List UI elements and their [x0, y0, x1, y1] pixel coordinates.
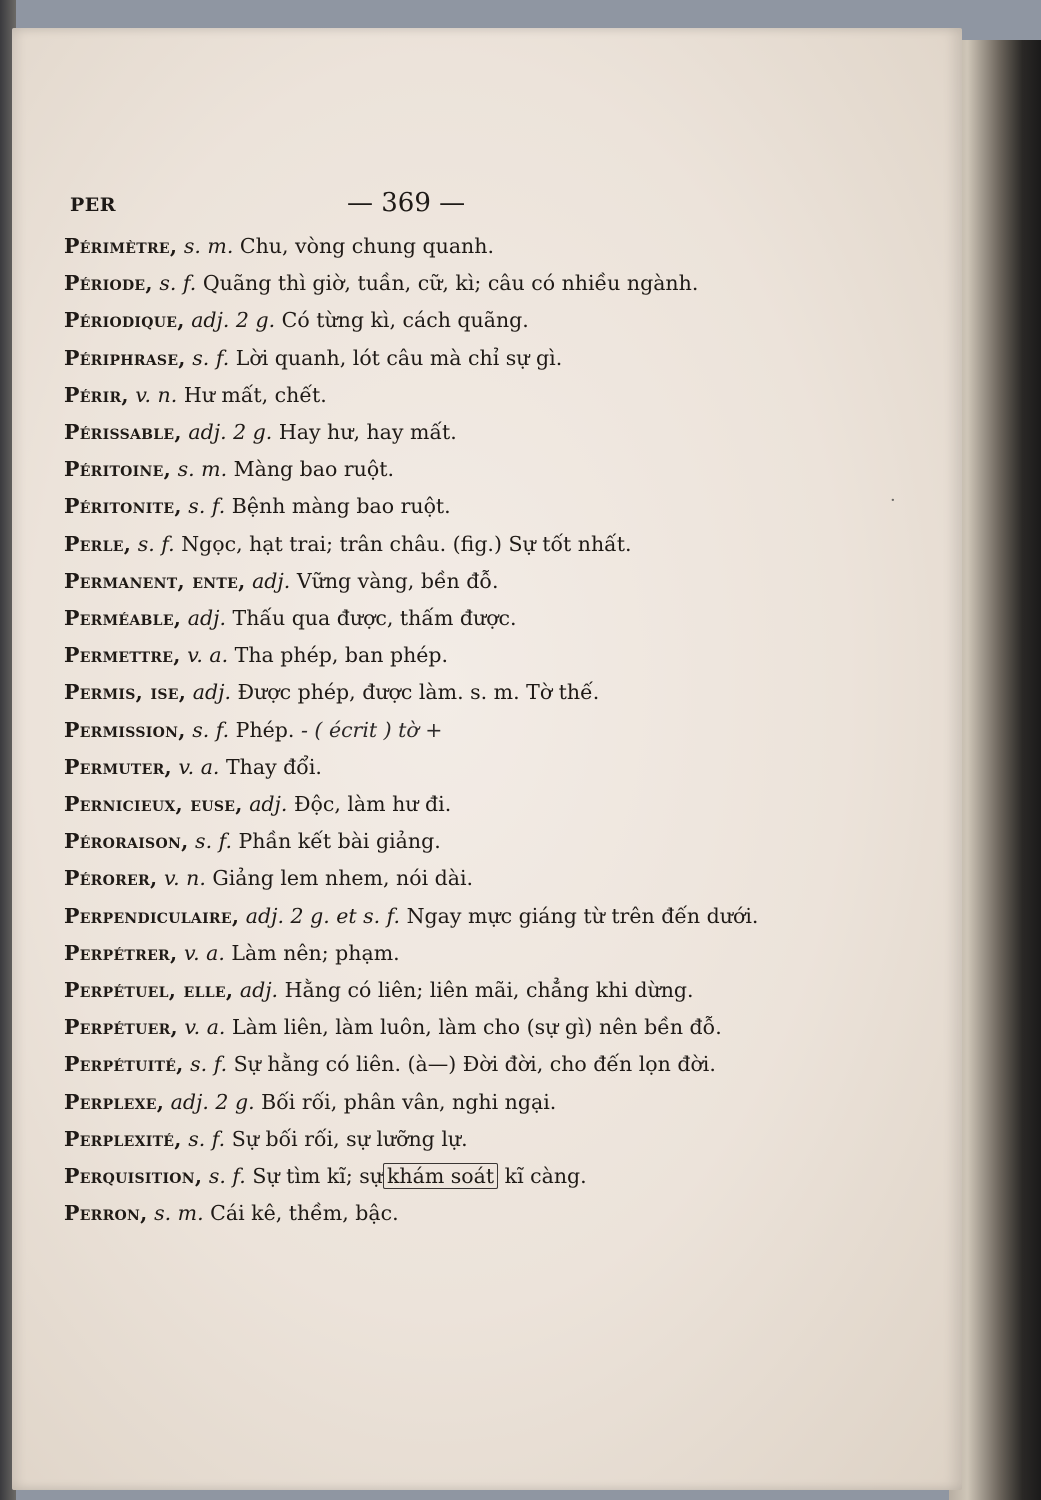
- grammar-label: adj. 2 g.: [188, 420, 273, 445]
- grammar-label: v. n.: [163, 866, 206, 891]
- grammar-label: v. a.: [187, 643, 229, 668]
- headword: Permission,: [64, 717, 186, 742]
- headword: Perle,: [64, 531, 132, 556]
- definition: Màng bao ruột.: [233, 457, 394, 482]
- grammar-label: adj. 2 g.: [191, 308, 276, 333]
- definition: Sự hằng có liên. (à—) Đời đời, cho đến lọn đời.: [233, 1052, 716, 1077]
- grammar-label: s. m.: [183, 234, 234, 258]
- grammar-label: s. f.: [192, 717, 230, 742]
- headword: Période,: [64, 271, 153, 296]
- grammar-label: adj.: [192, 680, 231, 705]
- entry: [64, 637, 764, 674]
- entry: [64, 600, 764, 637]
- running-head: PER: [70, 194, 117, 216]
- headword: Perméable,: [64, 606, 182, 631]
- definition: Bối rối, phân vân, nghi ngại.: [261, 1089, 557, 1114]
- entry: [64, 898, 764, 935]
- entry: [64, 228, 764, 265]
- definition: Quãng thì giờ, tuần, cữ, kì; câu có nhiều ngành.: [202, 271, 699, 296]
- entry: [64, 1158, 764, 1195]
- entry: [64, 340, 764, 377]
- entry: [64, 1009, 764, 1046]
- headword: Permuter,: [64, 754, 172, 779]
- grammar-label: s. f.: [188, 494, 226, 519]
- definition: Bệnh màng bao ruột.: [231, 494, 451, 519]
- grammar-label: s. f.: [192, 345, 230, 370]
- entry: [64, 1046, 764, 1083]
- definition: Thay đổi.: [225, 754, 322, 779]
- page-header: [12, 188, 962, 224]
- entry: [64, 972, 764, 1009]
- entry: [64, 860, 764, 897]
- entry: [64, 526, 764, 563]
- grammar-label: s. f.: [190, 1052, 228, 1077]
- entry: [64, 414, 764, 451]
- definition: Hằng có liên; liên mãi, chẳng khi dừng.: [284, 978, 694, 1003]
- entry: [64, 1084, 764, 1121]
- headword: Périodique,: [64, 308, 185, 333]
- entry: [64, 674, 764, 711]
- headword: Péritonite,: [64, 494, 182, 519]
- headword: Pérorer,: [64, 866, 158, 891]
- definition: Độc, làm hư đi.: [293, 792, 452, 817]
- entry: [64, 712, 764, 749]
- entry: [64, 823, 764, 860]
- entry: [64, 786, 764, 823]
- definition: Ngay mực giáng từ trên đến dưới.: [406, 903, 759, 928]
- entry: [64, 488, 764, 525]
- headword: Périmètre,: [64, 234, 178, 258]
- handwritten-note: - ( écrit ) tờ +: [300, 717, 443, 742]
- entry: [64, 265, 764, 302]
- entry: [64, 1121, 764, 1158]
- headword: Permettre,: [64, 643, 181, 668]
- headword: Perpendiculaire,: [64, 903, 240, 928]
- entry-list: [64, 228, 764, 1232]
- headword: Permis, ise,: [64, 680, 187, 705]
- grammar-label: adj.: [249, 792, 288, 817]
- entry: [64, 1195, 764, 1232]
- entry: [64, 563, 764, 600]
- headword: Perpétuel, elle,: [64, 978, 234, 1003]
- margin-mark: ·: [890, 490, 896, 511]
- headword: Péroraison,: [64, 829, 189, 854]
- headword: Permanent, ente,: [64, 568, 246, 593]
- definition: Cái kê, thềm, bậc.: [210, 1201, 399, 1226]
- definition: Ngọc, hạt trai; trân châu. (fig.) Sự tốt nhất.: [181, 531, 632, 556]
- entry: [64, 377, 764, 414]
- grammar-label: s. f.: [188, 1126, 226, 1151]
- headword: Perpétrer,: [64, 940, 178, 965]
- grammar-label: adj.: [187, 606, 226, 631]
- grammar-label: s. f.: [208, 1164, 246, 1189]
- book-page-edges-right: [949, 40, 1041, 1500]
- definition: Làm liên, làm luôn, làm cho (sự gì) nên bền đỗ.: [231, 1015, 722, 1040]
- grammar-label: s. m.: [154, 1201, 204, 1226]
- grammar-label: s. f.: [137, 531, 175, 556]
- grammar-label: v. n.: [135, 382, 178, 407]
- definition: Lời quanh, lót câu mà chỉ sự gì.: [235, 345, 563, 370]
- definition: Hư mất, chết.: [183, 382, 327, 407]
- headword: Perpétuité,: [64, 1052, 184, 1077]
- boxed-term: khám soát: [383, 1163, 498, 1189]
- definition: Tha phép, ban phép.: [234, 643, 449, 668]
- definition: Được phép, được làm. s. m. Tờ thế.: [237, 680, 600, 705]
- entry: [64, 451, 764, 488]
- definition: Phần kết bài giảng.: [238, 829, 441, 854]
- headword: Perpétuer,: [64, 1015, 178, 1040]
- headword: Perquisition,: [64, 1164, 203, 1189]
- definition: Làm nên; phạm.: [231, 940, 400, 965]
- grammar-label: s. f.: [195, 829, 232, 854]
- definition: Vững vàng, bền đỗ.: [296, 568, 499, 593]
- headword: Péritoine,: [64, 457, 172, 482]
- page-number: — 369 —: [347, 188, 466, 218]
- grammar-label: v. a.: [178, 754, 220, 779]
- definition-before: Sự tìm kĩ; sự: [252, 1164, 383, 1189]
- definition: Thấu qua được, thấm được.: [232, 606, 517, 631]
- grammar-label: s. f.: [159, 271, 197, 296]
- grammar-label: adj.: [239, 978, 279, 1003]
- headword: Périphrase,: [64, 345, 186, 370]
- dictionary-page: [12, 28, 962, 1490]
- grammar-label: s. m.: [177, 457, 228, 482]
- definition: Phép.: [235, 717, 295, 742]
- headword: Perplexité,: [64, 1126, 182, 1151]
- entry: [64, 302, 764, 339]
- entry: [64, 749, 764, 786]
- definition: Giảng lem nhem, nói dài.: [212, 866, 474, 891]
- definition-after: kĩ càng.: [504, 1164, 587, 1189]
- grammar-label: v. a.: [183, 940, 225, 965]
- headword: Pernicieux, euse,: [64, 792, 243, 817]
- definition: Chu, vòng chung quanh.: [239, 234, 494, 258]
- grammar-label: adj.: [252, 568, 291, 593]
- grammar-label: adj. 2 g. et s. f.: [245, 903, 401, 928]
- headword: Perplexe,: [64, 1089, 165, 1114]
- grammar-label: v. a.: [184, 1015, 226, 1040]
- headword: Périr,: [64, 382, 129, 407]
- headword: Perron,: [64, 1201, 148, 1226]
- headword: Périssable,: [64, 420, 182, 445]
- definition: Hay hư, hay mất.: [278, 420, 457, 445]
- entry: [64, 935, 764, 972]
- definition: Sự bối rối, sự lưỡng lự.: [231, 1126, 468, 1151]
- grammar-label: adj. 2 g.: [170, 1089, 255, 1114]
- definition: Có từng kì, cách quãng.: [281, 308, 529, 333]
